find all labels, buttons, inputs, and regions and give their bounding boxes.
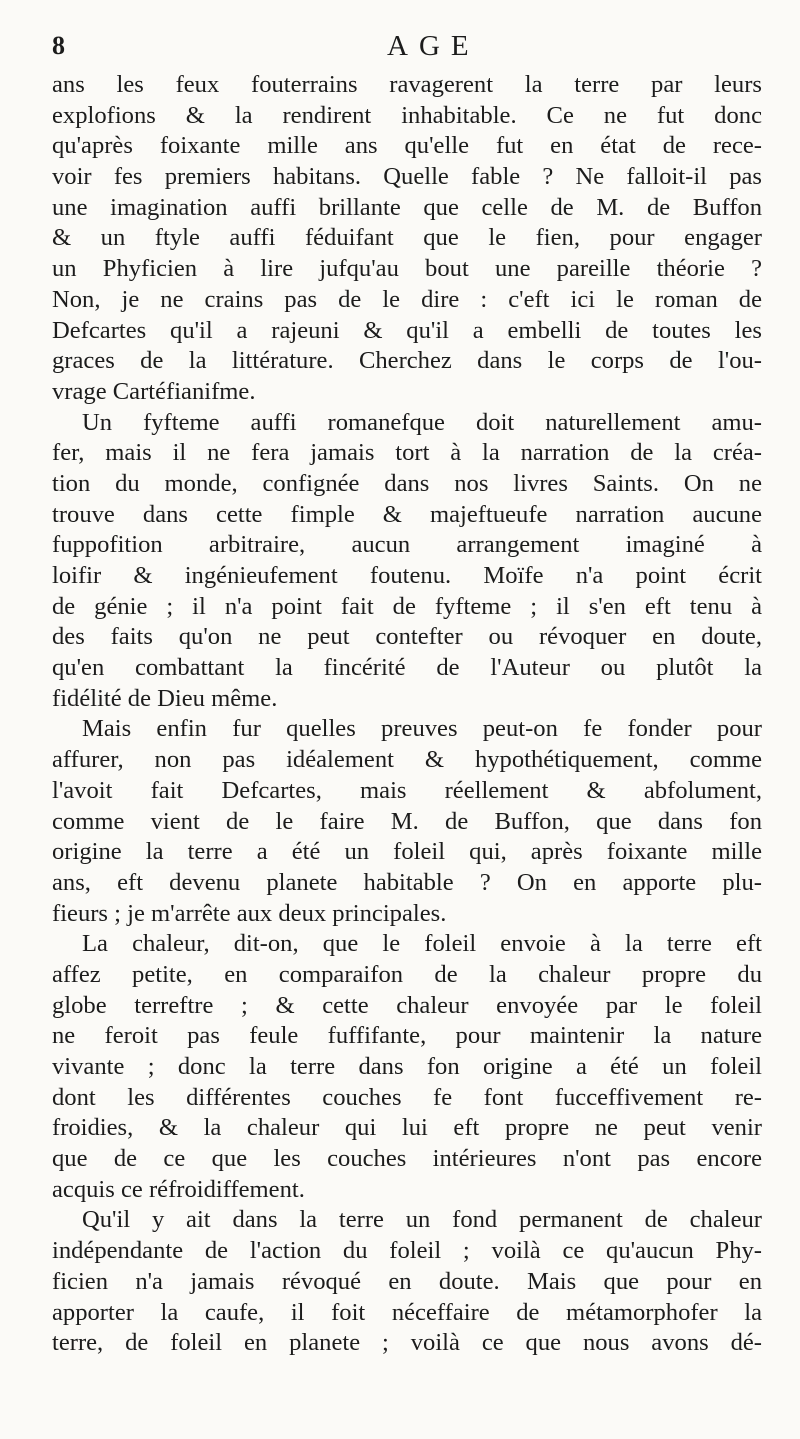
body-text [52,70,762,1359]
text-line: fer, mais il ne fera jamais tort à la narration de la créa- [52,439,762,467]
text-line: que de ce que les couches intérieures n'ont pas encore [52,1145,762,1173]
text-line: trouve dans cette fimple & majeftueufe narration aucune [52,500,762,528]
text-line: Defcartes qu'il a rajeuni & qu'il a embelli de toutes les [52,316,762,344]
text-line: froidies, & la chaleur qui lui eft propre ne peut venir [52,1114,762,1142]
text-line: vrage Cartéfianifme. [52,377,256,405]
running-head: AGE [387,30,480,62]
text-line: qu'après foixante mille ans qu'elle fut en état de rece- [52,132,762,160]
text-line: un Phyficien à lire jufqu'au bout une pareille théorie ? [52,255,762,283]
text-line: ne feroit pas feule fuffifante, pour maintenir la nature [52,1022,762,1050]
text-line: indépendante de l'action du foleil ; voilà ce qu'aucun Phy- [52,1237,762,1265]
text-line: une imagination auffi brillante que celle de M. de Buffon [52,193,762,221]
text-line: fuppofition arbitraire, aucun arrangement imaginé à [52,531,762,559]
text-line: tion du monde, confignée dans nos livres Saints. On ne [52,469,762,497]
text-line: dont les différentes couches fe font fucceffivement re- [52,1083,762,1111]
text-line: apporter la caufe, il foit néceffaire de métamorphofer la [52,1298,762,1326]
text-line: l'avoit fait Defcartes, mais réellement & abfolument, [52,776,762,804]
page-header [52,26,752,66]
text-line: acquis ce réfroidiffement. [52,1175,305,1203]
text-line: ans, eft devenu planete habitable ? On en apporte plu- [52,868,762,896]
text-line: loifir & ingénieufement foutenu. Moïfe n'a point écrit [52,562,762,589]
text-line: fieurs ; je m'arrête aux deux principales. [52,899,447,927]
page-number: 8 [52,31,65,60]
paragraph-start-line: Qu'il y ait dans la terre un fond permanent de chaleur [82,1206,762,1234]
text-line: terre, de foleil en planete ; voilà ce que nous avons dé- [52,1329,762,1357]
text-line: affez petite, en comparaifon de la chaleur propre du [52,960,762,988]
text-line: voir fes premiers habitans. Quelle fable ? Ne falloit-il pas [52,163,762,191]
text-line: vivante ; donc la terre dans fon origine a été un foleil [52,1053,762,1080]
text-line: origine la terre a été un foleil qui, après foixante mille [52,838,762,866]
text-line: fidélité de Dieu même. [52,684,278,712]
text-line: qu'en combattant la fincérité de l'Auteur ou plutôt la [52,654,762,682]
paragraph-start-line: La chaleur, dit-on, que le foleil envoie à la terre eft [82,930,762,958]
text-line: Non, je ne crains pas de le dire : c'eft ici le roman de [52,285,762,313]
paragraph-start-line: Mais enfin fur quelles preuves peut-on fe fonder pour [82,715,762,743]
text-line: ficien n'a jamais révoqué en doute. Mais que pour en [52,1267,762,1295]
paragraph-start-line: Un fyfteme auffi romanefque doit naturellement amu- [82,408,762,436]
text-line: explofions & la rendirent inhabitable. Ce ne fut donc [52,101,762,129]
text-line: & un ftyle auffi féduifant que le fien, pour engager [52,224,762,252]
text-line: des faits qu'on ne peut contefter ou révoquer en doute, [52,623,762,651]
text-line: graces de la littérature. Cherchez dans le corps de l'ou- [52,347,762,375]
text-line: globe terreftre ; & cette chaleur envoyée par le foleil [52,991,762,1019]
text-line: ans les feux fouterrains ravagerent la terre par leurs [52,71,762,98]
text-line: comme vient de le faire M. de Buffon, que dans fon [52,807,762,835]
text-line: affurer, non pas idéalement & hypothétiquement, comme [52,746,762,774]
text-line: de génie ; il n'a point fait de fyfteme ; il s'en eft tenu à [52,592,762,620]
